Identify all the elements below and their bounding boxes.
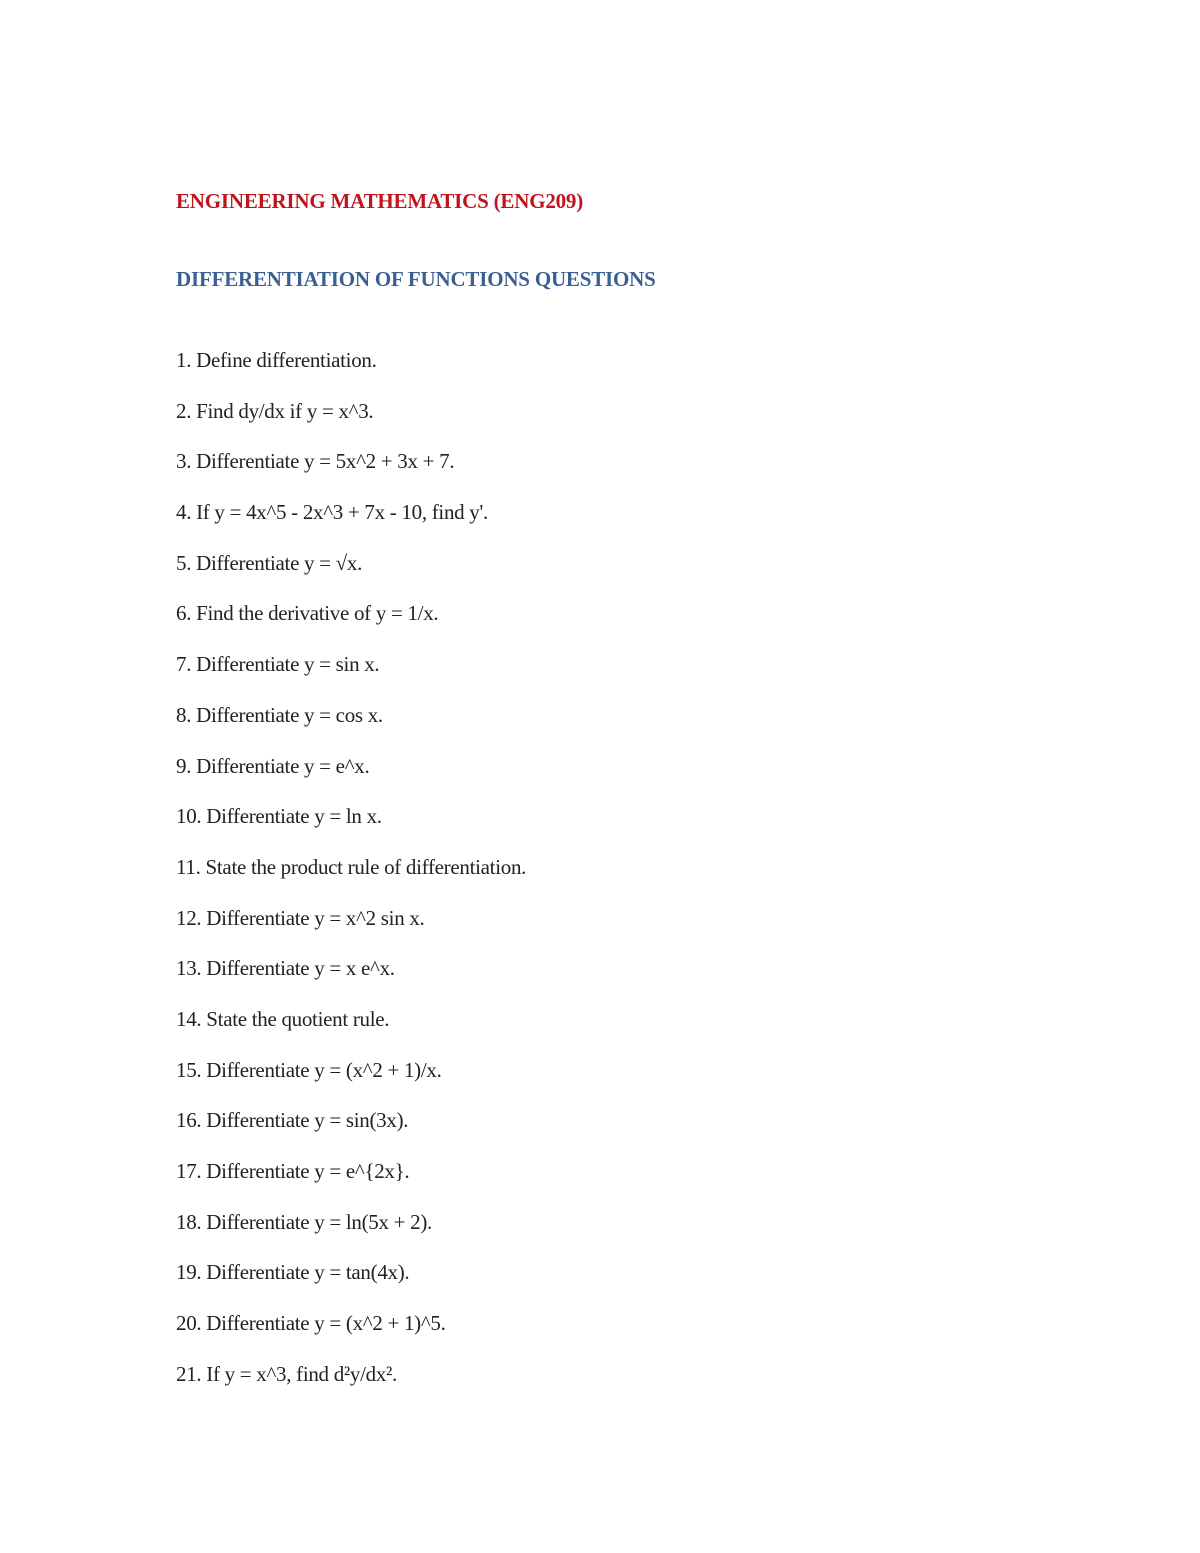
question-item: 7. Differentiate y = sin x.	[176, 652, 380, 677]
question-item: 21. If y = x^3, find d²y/dx².	[176, 1361, 397, 1386]
question-item: 2. Find dy/dx if y = x^3.	[176, 398, 374, 423]
question-item: 4. If y = 4x^5 - 2x^3 + 7x - 10, find y'.	[176, 500, 488, 525]
question-item: 19. Differentiate y = tan(4x).	[176, 1260, 410, 1285]
question-item: 14. State the quotient rule.	[176, 1006, 390, 1031]
question-item: 8. Differentiate y = cos x.	[176, 702, 383, 727]
question-item: 18. Differentiate y = ln(5x + 2).	[176, 1209, 432, 1234]
question-item: 12. Differentiate y = x^2 sin x.	[176, 905, 425, 930]
question-item: 11. State the product rule of differentiation.	[176, 854, 527, 879]
document-title: ENGINEERING MATHEMATICS (ENG209)	[176, 189, 584, 213]
question-item: 5. Differentiate y = √x.	[176, 550, 363, 575]
question-list	[176, 346, 526, 1410]
question-item: 3. Differentiate y = 5x^2 + 3x + 7.	[176, 449, 455, 474]
question-item: 9. Differentiate y = e^x.	[176, 753, 370, 778]
question-item: 16. Differentiate y = sin(3x).	[176, 1108, 409, 1133]
question-item: 6. Find the derivative of y = 1/x.	[176, 601, 439, 626]
question-item: 10. Differentiate y = ln x.	[176, 804, 382, 829]
document-subtitle: DIFFERENTIATION OF FUNCTIONS QUESTIONS	[176, 267, 656, 291]
question-item: 15. Differentiate y = (x^2 + 1)/x.	[176, 1057, 442, 1082]
question-item: 20. Differentiate y = (x^2 + 1)^5.	[176, 1311, 446, 1336]
question-item: 13. Differentiate y = x e^x.	[176, 956, 395, 981]
question-item: 1. Define differentiation.	[176, 348, 377, 372]
question-item: 17. Differentiate y = e^{2x}.	[176, 1159, 410, 1183]
